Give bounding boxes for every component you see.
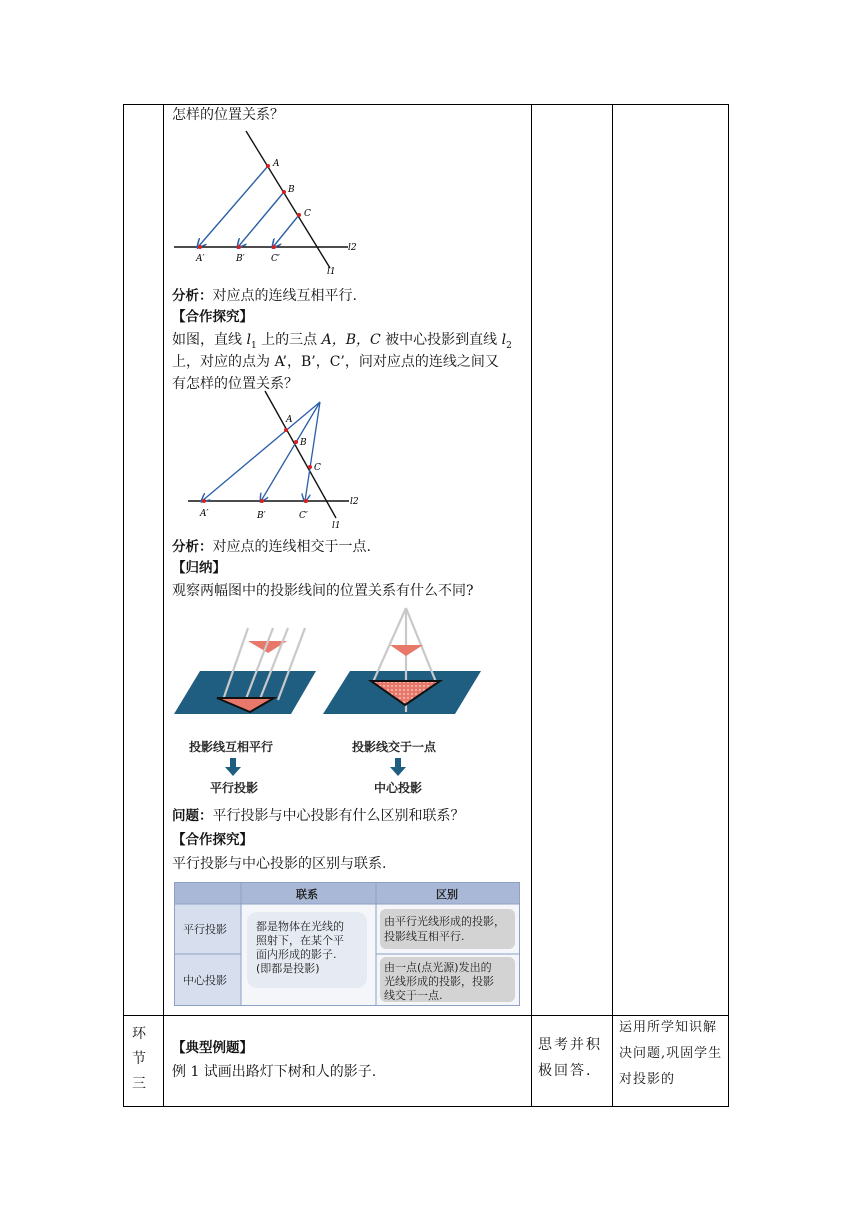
question-text: 被中心投影到直线 <box>380 332 502 348</box>
result-central: 中心投影 <box>374 781 423 795</box>
label-b-prime: B′ <box>236 254 245 264</box>
point-c-prime <box>272 245 276 249</box>
arrow-head-left <box>225 767 241 776</box>
point-b <box>282 190 286 194</box>
point-b-prime <box>237 245 241 249</box>
point-a-prime <box>198 245 202 249</box>
coop-question-line-2: 上，对应的点为 A’，B’，C’，问对应点的连线之间又 <box>172 354 499 370</box>
projection-line-c <box>273 215 299 247</box>
projection-comparison-table <box>174 882 520 1006</box>
label-l2: l2 <box>348 243 357 253</box>
analysis-label: 分析： <box>172 539 213 555</box>
coop-heading-1: 【合作探究】 <box>172 309 253 325</box>
parallel-diff-line-1: 由平行光线形成的投影， <box>384 915 505 928</box>
label-a-prime: A′ <box>196 254 205 264</box>
point-a <box>266 164 270 168</box>
arrow-shaft-left <box>230 758 236 768</box>
table-col-line <box>163 104 164 1107</box>
analysis-1 <box>172 285 357 308</box>
label-l1: l1 <box>332 521 341 531</box>
label-c-prime: C′ <box>271 254 280 264</box>
label-b: B <box>300 438 307 448</box>
table-col-line <box>531 104 532 1107</box>
shared-line-3: 面内形成的影子. <box>256 948 337 961</box>
problem-line <box>172 805 465 828</box>
coop-2-text: 平行投影与中心投影的区别与联系. <box>172 856 387 872</box>
caption-central: 投影线交于一点 <box>352 740 437 754</box>
label-a: A <box>273 159 280 169</box>
object-right <box>390 645 423 656</box>
caption-parallel: 投影线互相平行 <box>189 740 274 754</box>
question-text: 上的三点 <box>256 332 322 348</box>
table-bottom-border <box>123 1106 729 1107</box>
question-text: 如图，直线 <box>172 332 247 348</box>
coop-question-line-3: 有怎样的位置关系？ <box>172 376 298 392</box>
central-diff-line-2: 光线形成的投影，投影 <box>384 975 494 988</box>
analysis-2 <box>172 536 371 559</box>
label-a-prime: A′ <box>200 509 209 519</box>
shared-line-1: 都是物体在光线的 <box>256 920 344 933</box>
analysis-label: 分析： <box>172 288 213 304</box>
student-activity: 思考并积极回答. <box>538 1037 602 1079</box>
header-relation: 联系 <box>296 888 318 901</box>
intro-line: 怎样的位置关系？ <box>172 107 284 123</box>
projection-line-a <box>198 166 268 247</box>
coop-heading-2: 【合作探究】 <box>172 832 253 848</box>
label-a: A <box>286 415 293 425</box>
table-col-line <box>728 104 729 1107</box>
design-intent: 运用所学知识解决问题,巩固学生对投影的 <box>619 1020 723 1087</box>
symbol-l: l <box>501 332 507 348</box>
projection-line-a <box>202 402 320 501</box>
summary-heading: 【归纳】 <box>172 560 226 576</box>
points-abc: A，B，C <box>321 332 381 348</box>
header-difference: 区别 <box>436 888 458 901</box>
point-c-prime <box>304 499 308 503</box>
parallel-diff-line-2: 投影线互相平行. <box>384 930 465 943</box>
parallel-projection-figure <box>170 128 370 278</box>
shared-line-4: (即都是投影) <box>256 962 320 975</box>
example-text: 例 1 试画出路灯下树和人的影子. <box>172 1064 377 1080</box>
point-c <box>308 465 312 469</box>
label-c: C <box>304 209 311 219</box>
point-a <box>284 428 288 432</box>
stage-char-1: 环 <box>132 1026 146 1042</box>
central-diff-line-3: 线交于一点. <box>384 989 443 1002</box>
summary-question: 观察两幅图中的投影线间的位置关系有什么不同? <box>172 583 474 599</box>
projection-line-b <box>238 192 284 247</box>
projection-comparison-illustration <box>170 604 490 798</box>
coop-question-line-1: 如图，直线 $l_1$ 上的三点 A，B，C 被中心投影到直线 $l_2$ <box>172 332 512 351</box>
central-diff-line-1: 由一点(点光源)发出的 <box>384 961 492 974</box>
arrow-shaft-right <box>395 758 401 768</box>
table-col-line <box>612 104 613 1107</box>
label-l2: l2 <box>350 497 359 507</box>
analysis-text: 对应点的连线相交于一点. <box>212 539 371 555</box>
stage-char-2: 节 <box>132 1051 146 1067</box>
label-b: B <box>288 185 295 195</box>
label-c-prime: C′ <box>299 511 308 521</box>
row-central: 中心投影 <box>183 974 227 987</box>
label-b-prime: B′ <box>257 511 266 521</box>
line-l1 <box>265 391 336 518</box>
central-projection-figure <box>185 388 365 534</box>
table-header-row <box>175 883 519 904</box>
problem-label: 问题： <box>172 808 213 824</box>
problem-text: 平行投影与中心投影有什么区别和联系？ <box>212 808 465 824</box>
arrow-head-right <box>390 767 406 776</box>
analysis-text: 对应点的连线互相平行. <box>212 288 357 304</box>
stage-char-3: 三 <box>132 1076 146 1092</box>
example-heading: 【典型例题】 <box>172 1040 253 1056</box>
label-c: C <box>314 463 321 473</box>
point-a-prime <box>202 499 206 503</box>
label-l1: l1 <box>327 267 336 277</box>
symbol-l: l <box>246 332 251 348</box>
point-c <box>297 213 301 217</box>
result-parallel: 平行投影 <box>210 781 259 795</box>
row-parallel: 平行投影 <box>183 923 227 936</box>
point-b <box>294 440 298 444</box>
table-col-line <box>123 104 124 1107</box>
shared-line-2: 照射下，在某个平 <box>256 934 344 947</box>
point-b-prime <box>260 499 264 503</box>
